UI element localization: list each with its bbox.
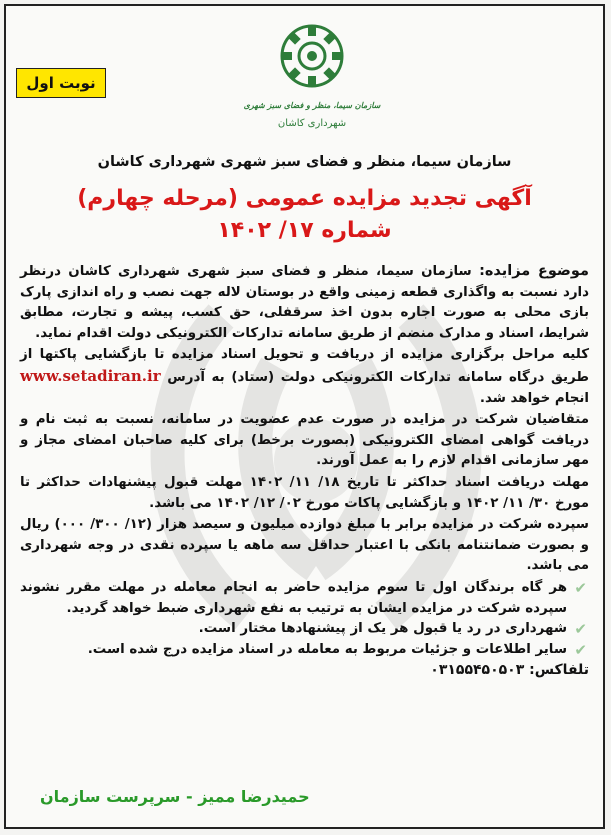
notice-frame <box>4 4 605 829</box>
notice-title: آگهی تجدید مزایده عمومی (مرحله چهارم) <box>77 186 532 211</box>
notice-number: شماره ۱۷/ ۱۴۰۲ <box>217 218 392 243</box>
subject-paragraph <box>20 261 589 344</box>
procedure-text-end: انجام خواهد شد. <box>479 390 589 406</box>
check-icon: ✔ <box>574 620 587 639</box>
list-item <box>20 640 589 661</box>
logo-org-text: سازمان سیما، منظر و فضای سبز شهری <box>243 101 381 110</box>
signature: حمیدرضا ممیز - سرپرست سازمان <box>40 787 310 806</box>
setadiran-link[interactable]: www.setadiran.ir <box>20 366 161 385</box>
organization-name: سازمان سیما، منظر و فضای سبز شهری شهرداری کاشان <box>97 154 512 170</box>
notice-body <box>20 261 589 682</box>
logo-municipality-text: شهرداری کاشان <box>277 118 347 129</box>
procedure-paragraph <box>20 345 589 409</box>
registration-paragraph: متقاضیان شرکت در مزایده در صورت عدم عضویت در سامانه، نسبت به ثبت نام و دریافت گواهی امضای الکترونیکی (بصورت برخط) برای کلیه صاحبان امضای مجاز و مهر سازمانی اقدام لازم را به عمل آورند. <box>20 412 589 469</box>
conditions-list <box>20 578 589 660</box>
list-item-text: هر گاه برندگان اول تا سوم مزایده حاضر به انجام معامله در مهلت مقرر نشوند سپرده شرکت در مزایده ایشان به ترتیب به نفع شهرداری ضبط خواهد گردید. <box>20 579 567 616</box>
badge-text: نوبت اول <box>26 74 96 92</box>
procedure-text: کلیه مراحل برگزاری مزایده از دریافت و تحویل اسناد مزایده تا بازگشایی پاکتها از طریق درگاه سامانه تدارکات الکترونیکی دولت (ستاد) به آدرس <box>20 347 589 385</box>
check-icon: ✔ <box>574 578 587 597</box>
deposit-paragraph: سپرده شرکت در مزایده برابر با مبلغ دوازده میلیون و سیصد هزار (۱۲/ ۳۰۰/ ۰۰۰) ریال و بصورت ضمانتنامه بانکی با اعتبار حداقل سه ماهه یا سپرده نقدی در وجه شهرداری می باشد. <box>20 517 589 574</box>
first-round-badge <box>16 68 106 98</box>
check-icon: ✔ <box>574 640 587 659</box>
list-item <box>20 619 589 640</box>
list-item <box>20 578 589 619</box>
list-item-text: سایر اطلاعات و جزئیات مربوط به معامله در اسناد مزایده درج شده است. <box>87 641 567 657</box>
subject-label: موضوع مزایده: <box>479 263 589 279</box>
phone-number: ۰۳۱۵۵۴۵۰۵۰۳ <box>430 662 525 679</box>
list-item-text: شهرداری در رد یا قبول هر یک از پیشنهادها مختار است. <box>198 621 567 637</box>
phone-label: تلفاکس: <box>529 662 589 679</box>
phone-line <box>20 660 589 681</box>
subject-text: سازمان سیما، منظر و فضای سبز شهری شهرداری کاشان درنظر دارد نسبت به واگذاری قطعه زمینی واقع در بوستان لاله جهت نصب و راه اندازی پارک بازی محلی به صورت اجاره بدون اخذ سرقفلی، حق کسب، پیشه و تجارت، مطابق شرایط، اسناد و مدارک منضم از طریق سامانه تدارکات الکترونیکی دولت اقدام نماید. <box>20 264 589 341</box>
deadlines-paragraph: مهلت دریافت اسناد حداکثر تا تاریخ ۱۸/ ۱۱/ ۱۴۰۲ مهلت قبول پیشنهادات حداکثر تا مورخ ۳۰/ ۱۱/ ۱۴۰۲ و بازگشایی پاکات مورخ ۰۲/ ۱۲/ ۱۴۰۲ می باشد. <box>20 474 589 511</box>
kashan-municipality-logo-icon <box>243 20 381 148</box>
